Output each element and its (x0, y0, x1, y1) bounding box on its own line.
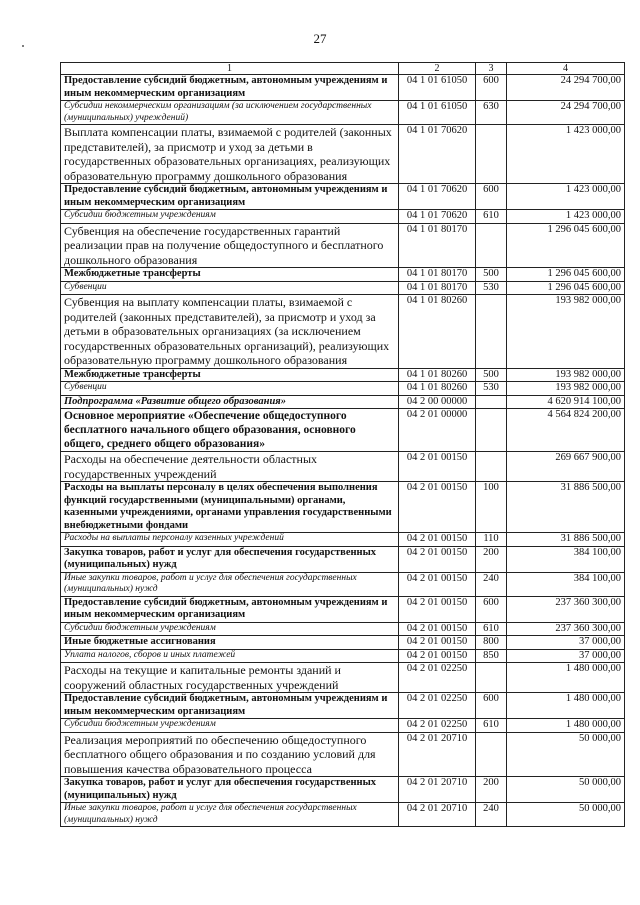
row-expense-type: 610 (476, 622, 507, 636)
row-code: 04 1 01 80170 (399, 223, 476, 268)
row-sum: 193 982 000,00 (507, 295, 625, 369)
row-name: Субсидии бюджетным учреждениям (61, 622, 399, 636)
row-name: Субвенция на обеспечение государственных гарантий реализации прав на получение общедоступного и бесплатного дошкольного образования (61, 223, 399, 268)
row-expense-type (476, 223, 507, 268)
row-name: Межбюджетные трансферты (61, 268, 399, 282)
row-sum: 4 564 824 200,00 (507, 409, 625, 452)
row-name: Выплата компенсации платы, взимаемой с родителей (законных представителей), за присмотр и уход за детьми в государственных образовательных организациях, реализующих образовательную программу дошкольного образования (61, 125, 399, 184)
row-expense-type: 110 (476, 533, 507, 547)
table-row (61, 572, 625, 596)
row-sum: 193 982 000,00 (507, 382, 625, 396)
row-code: 04 2 01 00150 (399, 572, 476, 596)
row-sum: 1 296 045 600,00 (507, 268, 625, 282)
row-name: Субсидии некоммерческим организациям (за исключением государственных (муниципальных) учреждений) (61, 101, 399, 125)
row-expense-type: 100 (476, 482, 507, 533)
row-expense-type: 800 (476, 636, 507, 650)
table-row (61, 75, 625, 101)
row-code: 04 2 01 00150 (399, 546, 476, 572)
table-row (61, 452, 625, 482)
row-code: 04 2 01 00150 (399, 622, 476, 636)
row-sum: 1 296 045 600,00 (507, 223, 625, 268)
row-name: Подпрограмма «Развитие общего образования» (61, 395, 399, 409)
table-row (61, 395, 625, 409)
row-code: 04 1 01 70620 (399, 210, 476, 224)
table-row (61, 210, 625, 224)
row-expense-type: 240 (476, 803, 507, 827)
row-code: 04 2 01 02250 (399, 663, 476, 693)
row-name: Межбюджетные трансферты (61, 368, 399, 382)
row-code: 04 2 01 00000 (399, 409, 476, 452)
row-code: 04 2 01 00150 (399, 596, 476, 622)
table-row (61, 649, 625, 663)
table-row (61, 719, 625, 733)
row-sum: 50 000,00 (507, 803, 625, 827)
row-name: Субвенция на выплату компенсации платы, взимаемой с родителей (законных представителей), за присмотр и уход за детьми в образовательных организациях (за исключением государственных образовательных организаций), реализующих образовательную программу дошкольного образования (61, 295, 399, 369)
page-number: 27 (313, 31, 327, 46)
row-sum: 1 480 000,00 (507, 693, 625, 719)
column-number-1: 1 (61, 63, 399, 75)
row-code: 04 1 01 61050 (399, 75, 476, 101)
row-expense-type (476, 395, 507, 409)
row-code: 04 1 01 80260 (399, 295, 476, 369)
row-sum: 4 620 914 100,00 (507, 395, 625, 409)
table-row (61, 281, 625, 295)
row-name: Уплата налогов, сборов и иных платежей (61, 649, 399, 663)
row-expense-type: 600 (476, 693, 507, 719)
table-row (61, 777, 625, 803)
row-expense-type: 500 (476, 268, 507, 282)
row-sum: 24 294 700,00 (507, 101, 625, 125)
row-name: Предоставление субсидий бюджетным, автономным учреждениям и иным некоммерческим организациям (61, 184, 399, 210)
row-sum: 193 982 000,00 (507, 368, 625, 382)
row-name: Иные закупки товаров, работ и услуг для обеспечения государственных (муниципальных) нужд (61, 803, 399, 827)
row-expense-type (476, 452, 507, 482)
row-code: 04 1 01 70620 (399, 125, 476, 184)
row-sum: 1 480 000,00 (507, 719, 625, 733)
column-number-4: 4 (507, 63, 625, 75)
row-code: 04 1 01 70620 (399, 184, 476, 210)
row-expense-type (476, 409, 507, 452)
table-row (61, 368, 625, 382)
table-row (61, 546, 625, 572)
row-expense-type: 500 (476, 368, 507, 382)
row-code: 04 2 01 02250 (399, 719, 476, 733)
row-expense-type: 630 (476, 101, 507, 125)
row-sum: 1 423 000,00 (507, 210, 625, 224)
row-sum: 50 000,00 (507, 732, 625, 777)
scan-speck (22, 45, 24, 47)
row-code: 04 2 01 00150 (399, 452, 476, 482)
table-row (61, 184, 625, 210)
row-sum: 237 360 300,00 (507, 622, 625, 636)
row-expense-type (476, 125, 507, 184)
row-expense-type (476, 663, 507, 693)
row-name: Предоставление субсидий бюджетным, автономным учреждениям и иным некоммерческим организациям (61, 693, 399, 719)
row-sum: 269 667 900,00 (507, 452, 625, 482)
row-expense-type: 200 (476, 777, 507, 803)
row-sum: 1 423 000,00 (507, 184, 625, 210)
row-code: 04 2 00 00000 (399, 395, 476, 409)
row-name: Расходы на обеспечение деятельности областных государственных учреждений (61, 452, 399, 482)
row-expense-type: 530 (476, 281, 507, 295)
row-sum: 31 886 500,00 (507, 482, 625, 533)
row-name: Закупка товаров, работ и услуг для обеспечения государственных (муниципальных) нужд (61, 546, 399, 572)
row-name: Субсидии бюджетным учреждениям (61, 719, 399, 733)
row-expense-type (476, 732, 507, 777)
row-sum: 237 360 300,00 (507, 596, 625, 622)
table-row (61, 803, 625, 827)
row-name: Расходы на выплаты персоналу казенных учреждений (61, 533, 399, 547)
row-expense-type: 600 (476, 596, 507, 622)
row-code: 04 1 01 80170 (399, 281, 476, 295)
row-code: 04 1 01 80170 (399, 268, 476, 282)
row-code: 04 1 01 80260 (399, 382, 476, 396)
row-expense-type: 600 (476, 75, 507, 101)
row-code: 04 2 01 20710 (399, 777, 476, 803)
row-name: Предоставление субсидий бюджетным, автономным учреждениям и иным некоммерческим организациям (61, 75, 399, 101)
row-code: 04 2 01 02250 (399, 693, 476, 719)
row-name: Иные бюджетные ассигнования (61, 636, 399, 650)
row-sum: 384 100,00 (507, 546, 625, 572)
budget-table (60, 62, 625, 827)
table-row (61, 533, 625, 547)
row-code: 04 2 01 20710 (399, 803, 476, 827)
row-sum: 37 000,00 (507, 649, 625, 663)
table-row (61, 101, 625, 125)
table-row (61, 268, 625, 282)
row-expense-type: 200 (476, 546, 507, 572)
row-sum: 31 886 500,00 (507, 533, 625, 547)
table-row (61, 125, 625, 184)
table-row (61, 732, 625, 777)
row-code: 04 2 01 00150 (399, 649, 476, 663)
table-row (61, 693, 625, 719)
row-name: Реализация мероприятий по обеспечению общедоступного бесплатного общего образования и по созданию условий для повышения качества образовательного процесса (61, 732, 399, 777)
column-number-3: 3 (476, 63, 507, 75)
table-row (61, 596, 625, 622)
table-row (61, 636, 625, 650)
row-code: 04 2 01 20710 (399, 732, 476, 777)
row-name: Иные закупки товаров, работ и услуг для обеспечения государственных (муниципальных) нужд (61, 572, 399, 596)
table-row (61, 663, 625, 693)
row-expense-type (476, 295, 507, 369)
row-code: 04 1 01 80260 (399, 368, 476, 382)
row-name: Предоставление субсидий бюджетным, автономным учреждениям и иным некоммерческим организациям (61, 596, 399, 622)
row-name: Расходы на выплаты персоналу в целях обеспечения выполнения функций государственными (муниципальными) органами, казенными учреждениями, органами управления государственными внебюджетными фондами (61, 482, 399, 533)
row-sum: 50 000,00 (507, 777, 625, 803)
row-expense-type: 240 (476, 572, 507, 596)
row-code: 04 2 01 00150 (399, 482, 476, 533)
row-sum: 1 423 000,00 (507, 125, 625, 184)
row-expense-type: 610 (476, 210, 507, 224)
row-name: Субвенции (61, 281, 399, 295)
row-expense-type: 530 (476, 382, 507, 396)
row-sum: 37 000,00 (507, 636, 625, 650)
row-sum: 24 294 700,00 (507, 75, 625, 101)
table-row (61, 409, 625, 452)
table-row (61, 482, 625, 533)
row-expense-type: 600 (476, 184, 507, 210)
row-code: 04 2 01 00150 (399, 636, 476, 650)
row-name: Субсидии бюджетным учреждениям (61, 210, 399, 224)
table-row (61, 622, 625, 636)
row-expense-type: 610 (476, 719, 507, 733)
table-row (61, 382, 625, 396)
column-number-2: 2 (399, 63, 476, 75)
row-code: 04 1 01 61050 (399, 101, 476, 125)
row-name: Расходы на текущие и капитальные ремонты зданий и сооружений областных государственных учреждений (61, 663, 399, 693)
row-name: Основное мероприятие «Обеспечение общедоступного бесплатного начального общего образования, основного общего, среднего общего образования» (61, 409, 399, 452)
row-name: Закупка товаров, работ и услуг для обеспечения государственных (муниципальных) нужд (61, 777, 399, 803)
row-sum: 384 100,00 (507, 572, 625, 596)
row-name: Субвенции (61, 382, 399, 396)
row-sum: 1 480 000,00 (507, 663, 625, 693)
table-row (61, 295, 625, 369)
row-code: 04 2 01 00150 (399, 533, 476, 547)
row-expense-type: 850 (476, 649, 507, 663)
column-number-row (61, 63, 625, 75)
table-row (61, 223, 625, 268)
row-sum: 1 296 045 600,00 (507, 281, 625, 295)
